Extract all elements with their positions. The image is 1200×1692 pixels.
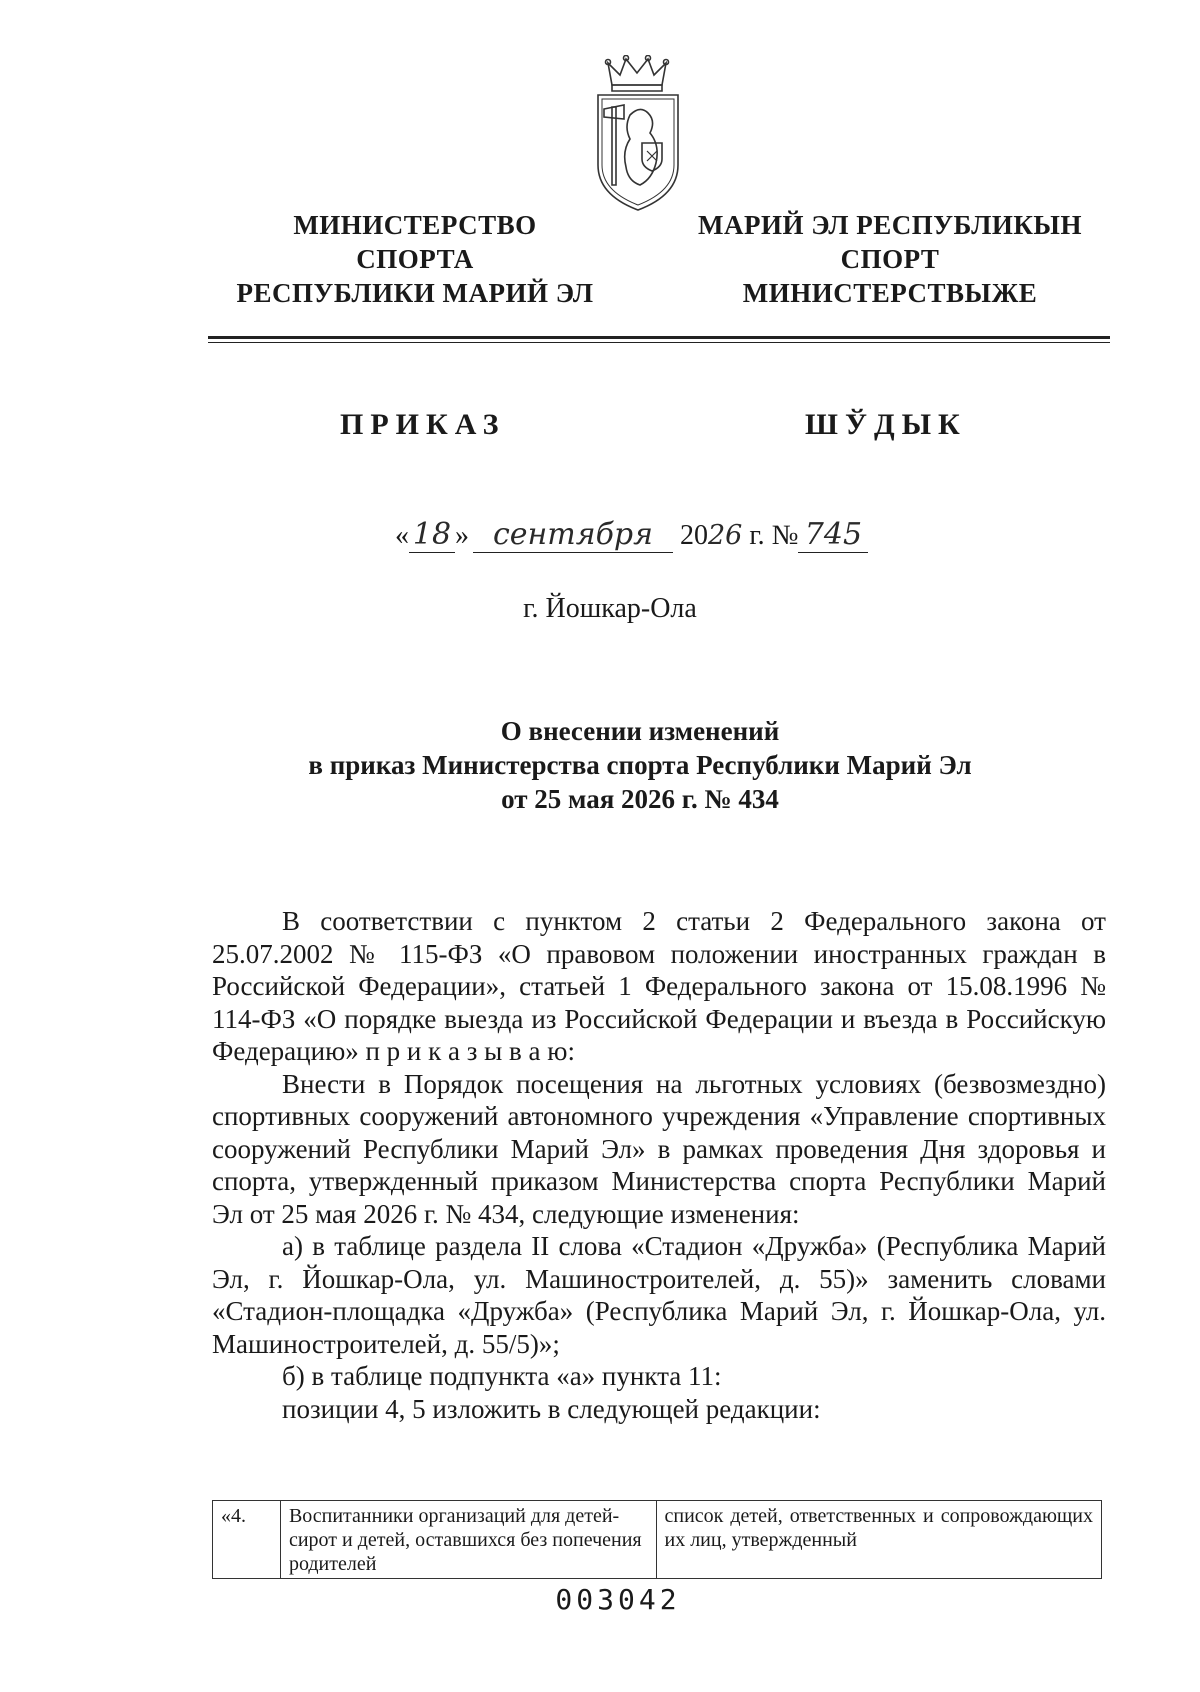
positions-table: [212, 1500, 1102, 1579]
date-year-mark: г.: [749, 520, 765, 551]
table-cell-documents: список детей, ответственных и сопровождающих их лиц, утвержденный: [656, 1501, 1102, 1579]
ministry-line: СПОРТ: [840, 244, 940, 274]
ministry-name-mari: [680, 208, 1100, 310]
header-divider-thick: [208, 336, 1110, 339]
body-paragraph: а) в таблице раздела II слова «Стадион «Дружба» (Республика Марий Эл, г. Йошкар-Ола, ул. Машиностроителей, д. 55)» заменить словами «Стадион-площадка «Дружба» (Республика Марий Эл, г. Йошкар-Ола, ул. Машиностроителей, д. 55/5)»;: [212, 1231, 1106, 1359]
header-divider-thin: [208, 342, 1110, 343]
page-number: 003042: [555, 1583, 681, 1616]
number-sign: №: [771, 520, 799, 551]
date-month: сентября: [473, 518, 673, 553]
document-body: [212, 905, 1106, 1425]
date-day: 18: [409, 518, 455, 553]
city-name: г. Йошкар-Ола: [523, 593, 697, 624]
date-year-suffix: 26: [708, 520, 743, 551]
ministry-line: СПОРТА: [356, 244, 474, 274]
ministry-name-russian: [215, 208, 615, 310]
body-paragraph: Внести в Порядок посещения на льготных условиях (безвозмездно) спортивных сооружений автономного учреждения «Управление спортивных сооружений Республики Марий Эл» в рамках проведения Дня здоровья и спорта, утвержденный приказом Министерства спорта Республики Марий Эл от 25 мая 2026 г. № 434, следующие изменения:: [212, 1068, 1106, 1229]
order-date-line: [395, 518, 868, 553]
date-open-quote: «: [395, 520, 409, 551]
order-title-russian: ПРИКАЗ: [340, 408, 506, 441]
body-paragraph: позиции 4, 5 изложить в следующей редакции:: [282, 1393, 821, 1424]
ministry-line: РЕСПУБЛИКИ МАРИЙ ЭЛ: [236, 278, 594, 308]
document-title: [280, 714, 1000, 816]
title-line: О внесении изменений: [500, 716, 780, 746]
ministry-line: МИНИСТЕРСТВО: [293, 210, 537, 240]
body-paragraph: б) в таблице подпункта «а» пункта 11:: [282, 1361, 722, 1391]
table-cell-number: «4.: [213, 1501, 281, 1579]
body-paragraph: В соответствии с пунктом 2 статьи 2 Федерального закона от 25.07.2002 № 115-ФЗ «О правовом положении иностранных граждан в Российской Федерации», статьей 1 Федерального закона от 15.08.1996 № 114-ФЗ «О порядке выезда из Российской Федерации и въезда в Российскую Федерацию» п р и к а з ы в а ю:: [212, 906, 1106, 1066]
title-line: в приказ Министерства спорта Республики Марий Эл: [308, 750, 972, 780]
table-row: [213, 1501, 1102, 1579]
date-close-quote: »: [455, 520, 469, 551]
coat-of-arms-icon: [590, 55, 685, 215]
table-cell-category: Воспитанники организаций для детей-сирот и детей, оставшихся без попечения родителей: [280, 1501, 656, 1579]
ministry-line: МИНИСТЕРСТВЫЖЕ: [742, 278, 1038, 308]
order-number: 745: [798, 518, 868, 553]
title-line: от 25 мая 2026 г. № 434: [501, 784, 779, 814]
order-title-mari: ШЎДЫК: [805, 408, 967, 441]
date-year-prefix: 20: [680, 520, 708, 551]
ministry-line: МАРИЙ ЭЛ РЕСПУБЛИКЫН: [698, 210, 1082, 240]
